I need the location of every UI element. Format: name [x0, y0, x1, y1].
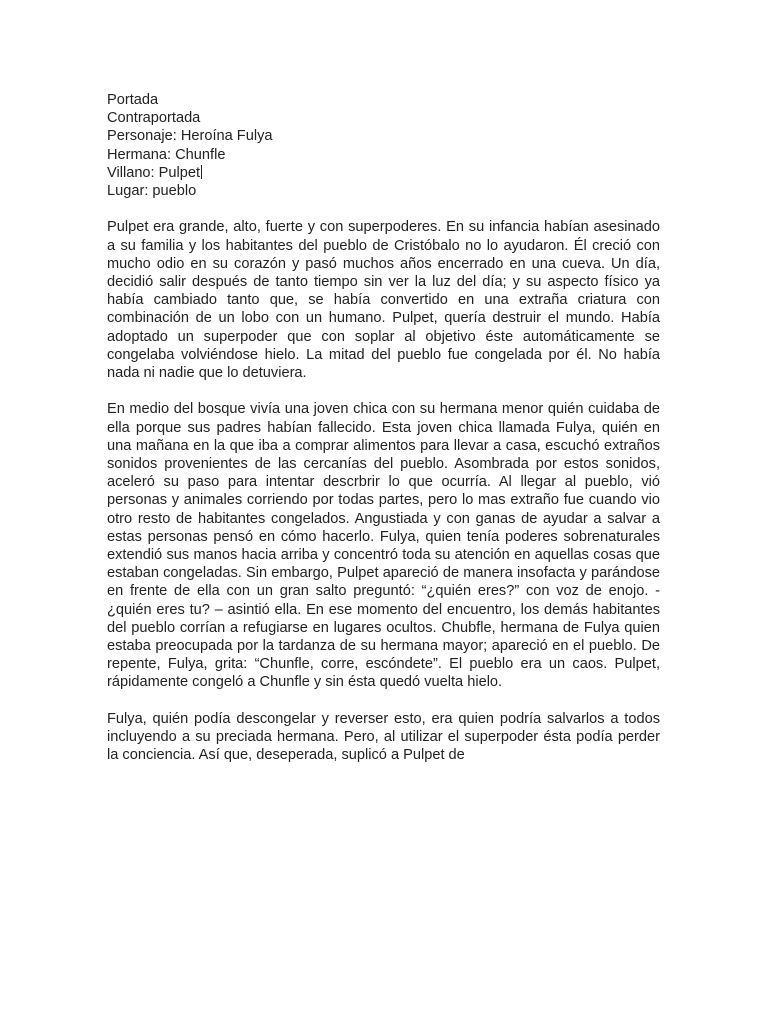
header-line-lugar: Lugar: pueblo [107, 183, 197, 200]
header-line-hermana: Hermana: Chunfle [107, 146, 226, 163]
header-line-villano-wrapper [107, 164, 660, 182]
paragraph-1: Pulpet era grande, alto, fuerte y con superpoderes. En su infancia habían asesinado a su familia y los habitantes del pueblo de Cristóbalo no lo ayudaron. Él creció con mucho odio en su corazón y pasó muchos años encerrado en una cueva. Un día, decidió salir después de tanto tiempo sin ver la luz del día; y su aspecto físico ya había cambiado tanto que, se había convertido en una extraña criatura con combinación de un lobo con un humano. Pulpet, quería destruir el mundo. Había adoptado un superpoder que con soplar al objetivo éste automáticamente se congelaba volviéndose hielo. La mitad del pueblo fue congelada por él. No había nada ni nadie que lo detuviera. [107, 219, 660, 382]
paragraph-3: Fulya, quién podía descongelar y reverser esto, era quien podría salvarlos a todos incluyendo a su preciada hermana. Pero, al utilizar el superpoder ésta podía perder la conciencia. Así que, deseperada, suplicó a Pulpet de [107, 710, 660, 764]
header-line-contraportada: Contraportada [107, 110, 201, 127]
header-line-portada: Portada [107, 92, 159, 108]
paragraph-2: En medio del bosque vivía una joven chica con su hermana menor quién cuidaba de ella porque sus padres habían fallecido. Esta joven chica llamada Fulya, quién en una mañana en la que iba a comprar alimentos para llevar a casa, escuchó extraños sonidos provenientes de las cercanías del pueblo. Asombrada por estos sonidos, aceleró su paso para intentar descrbrir lo que ocurría. Al llegar al pueblo, vió personas y animales corriendo por todas partes, pero lo mas extraño fue cuando vio otro resto de habitantes congelados. Angustiada y con ganas de ayudar a salvar a estas personas pensó en cómo hacerlo. Fulya, quien tenía poderes sobrenaturales extendió sus manos hacia arriba y concentró toda su atención en aquellas cosas que estaban congeladas. Sin embargo, Pulpet apareció de manera insofacta y parándose en frente de ella con un gran salto preguntó: “¿quién eres?” con voz de enojo. -¿quién eres tu? – asintió ella. En ese momento del encuentro, los demás habitantes del pueblo corrían a refugiarse en lugares ocultos. Chubfle, hermana de Fulya quien estaba preocupada por la tardanza de su hermana mayor; apareció en el pueblo. De repente, Fulya, grita: “Chunfle, corre, escóndete”. El pueblo era un caos. Pulpet, rápidamente congeló a Chunfle y sin ésta quedó vuelta hielo. [107, 401, 660, 691]
header-line-villano: Villano: Pulpet [107, 164, 201, 181]
header-block [107, 91, 660, 200]
document-body[interactable] [107, 91, 660, 764]
header-line-personaje: Personaje: Heroína Fulya [107, 128, 273, 145]
text-cursor [201, 165, 202, 179]
